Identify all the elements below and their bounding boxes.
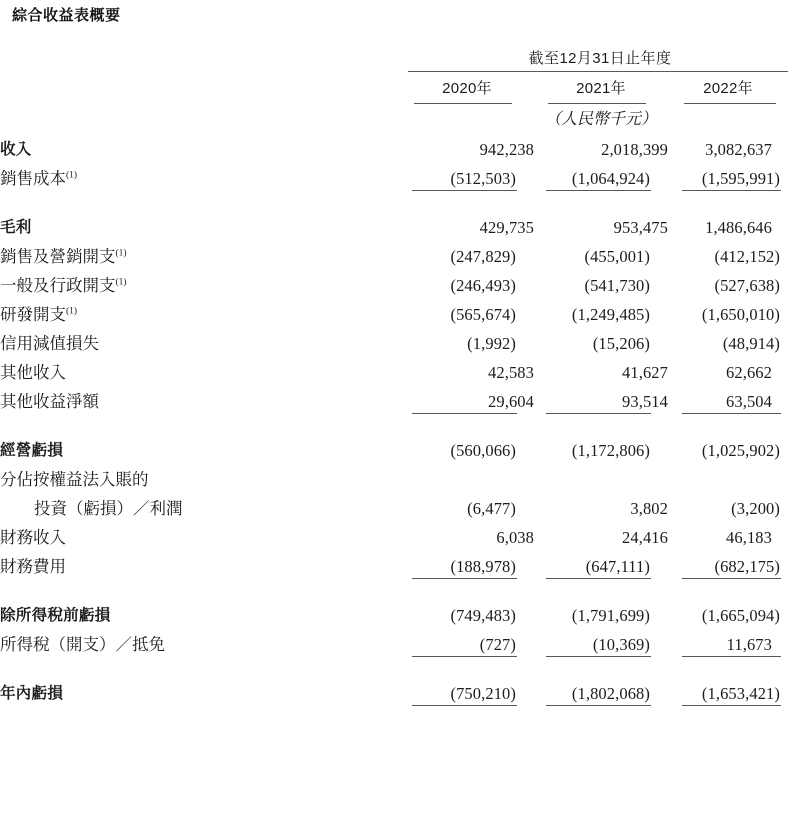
table-header (0, 46, 800, 135)
row-label-share-of-equity-investments-value (0, 494, 400, 523)
cell-selling-marketing-expenses-y2020: (247,829) (450, 247, 516, 266)
cell-research-development-expenses-y2020: (565,674) (450, 305, 516, 324)
cell-other-gains-net-y2022: 63,504 (668, 387, 800, 416)
footnote-marker: (1) (115, 248, 127, 259)
row-label-credit-impairment-losses (0, 329, 400, 358)
cell-finance-costs-y2021: (647,111) (534, 552, 668, 581)
cell-research-development-expenses-y2021: (1,249,485) (571, 305, 650, 324)
cell-operating-loss-y2021: (1,172,806) (571, 441, 650, 460)
footnote-marker: (1) (115, 277, 127, 288)
row-label-general-administrative-expenses (0, 271, 400, 300)
table-row (0, 213, 800, 242)
cell-loss-before-income-tax-y2020: (749,483) (450, 606, 516, 625)
cell-general-administrative-expenses-y2021: (541,730) (584, 276, 650, 295)
period-header: 截至12月31日止年度 (400, 46, 800, 72)
row-spacer (0, 193, 800, 213)
cell-finance-costs-y2020: (188,978) (400, 552, 534, 581)
row-label-finance-income (0, 523, 400, 552)
header-row-years (0, 72, 800, 105)
table-row (0, 679, 800, 708)
cell-loss-for-the-year-y2022: (1,653,421) (668, 679, 800, 708)
row-label-text: 財務收入 (0, 528, 66, 547)
cell-share-of-equity-investments-value-y2020: (6,477) (467, 499, 516, 518)
row-label-other-income (0, 358, 400, 387)
table-row (0, 358, 800, 387)
cell-other-gains-net-y2020: 29,604 (400, 387, 534, 416)
row-label-operating-loss (0, 436, 400, 465)
row-label-cost-of-sales (0, 164, 400, 193)
row-label-share-of-equity-investments-heading (0, 465, 400, 494)
cell-revenue-y2021: 2,018,399 (601, 140, 668, 159)
cell-income-tax-expense-credit-y2020: (727) (400, 630, 534, 659)
row-label-text: 信用減值損失 (0, 334, 99, 353)
row-label-text: 財務費用 (0, 557, 66, 576)
cell-revenue-y2020: 942,238 (479, 140, 534, 159)
table-row (0, 601, 800, 630)
header-row-currency-unit (0, 105, 800, 135)
cell-other-gains-net-y2021: 93,514 (534, 387, 668, 416)
currency-unit-spacer (400, 105, 534, 135)
cell-share-of-equity-investments-value-y2022: (3,200) (731, 499, 780, 518)
cell-gross-profit-y2022: 1,486,646 (705, 218, 772, 237)
cell-operating-loss-y2020: (560,066) (450, 441, 516, 460)
cell-share-of-equity-investments-heading-y2022 (668, 465, 800, 494)
row-label-text: 研發開支 (0, 305, 66, 324)
table-row (0, 523, 800, 552)
cell-selling-marketing-expenses-y2021: (455,001) (584, 247, 650, 266)
footnote-marker: (1) (66, 170, 78, 181)
column-header-2020: 2020年 (400, 72, 534, 105)
cell-revenue-y2022: 3,082,637 (705, 140, 772, 159)
cell-other-income-y2020: 42,583 (488, 363, 534, 382)
row-label-text: 分佔按權益法入賬的 (0, 470, 149, 489)
row-spacer (0, 581, 800, 601)
cell-finance-income-y2022: 46,183 (726, 528, 772, 547)
currency-unit-spacer (668, 105, 800, 135)
comprehensive-income-statement-table (0, 46, 800, 708)
cell-general-administrative-expenses-y2020: (246,493) (450, 276, 516, 295)
cell-cost-of-sales-y2020: (512,503) (400, 164, 534, 193)
cell-gross-profit-y2020: 429,735 (479, 218, 534, 237)
row-label-revenue (0, 135, 400, 164)
table-row (0, 329, 800, 358)
cell-gross-profit-y2021: 953,475 (613, 218, 668, 237)
row-label-finance-costs (0, 552, 400, 581)
cell-credit-impairment-losses-y2022: (48,914) (722, 334, 780, 353)
cell-credit-impairment-losses-y2020: (1,992) (467, 334, 516, 353)
row-label-text: 除所得稅前虧損 (0, 607, 111, 624)
table-row (0, 164, 800, 193)
table-row (0, 552, 800, 581)
cell-cost-of-sales-y2021: (1,064,924) (534, 164, 668, 193)
column-header-2021: 2021年 (534, 72, 668, 105)
row-label-income-tax-expense-credit (0, 630, 400, 659)
row-label-loss-for-the-year (0, 679, 400, 708)
cell-general-administrative-expenses-y2022: (527,638) (714, 276, 780, 295)
cell-income-tax-expense-credit-y2021: (10,369) (534, 630, 668, 659)
row-spacer (0, 659, 800, 679)
cell-cost-of-sales-y2022: (1,595,991) (668, 164, 800, 193)
cell-finance-income-y2021: 24,416 (622, 528, 668, 547)
row-spacer-cell (0, 581, 800, 601)
row-label-loss-before-income-tax (0, 601, 400, 630)
table-row (0, 271, 800, 300)
cell-loss-before-income-tax-y2022: (1,665,094) (701, 606, 780, 625)
row-label-text: 其他收益淨額 (0, 392, 99, 411)
row-spacer-cell (0, 416, 800, 436)
cell-share-of-equity-investments-value-y2021: 3,802 (630, 499, 668, 518)
row-spacer-cell (0, 659, 800, 679)
cell-finance-costs-y2022: (682,175) (668, 552, 800, 581)
cell-operating-loss-y2022: (1,025,902) (701, 441, 780, 460)
header-spacer-cell (0, 105, 400, 135)
table-row (0, 465, 800, 494)
header-row-period (0, 46, 800, 72)
table-row (0, 242, 800, 271)
row-label-text: 毛利 (0, 219, 32, 236)
row-label-text: 其他收入 (0, 363, 66, 382)
row-label-other-gains-net (0, 387, 400, 416)
cell-other-income-y2021: 41,627 (622, 363, 668, 382)
table-row (0, 300, 800, 329)
cell-selling-marketing-expenses-y2022: (412,152) (714, 247, 780, 266)
cell-credit-impairment-losses-y2021: (15,206) (592, 334, 650, 353)
header-spacer-cell (0, 46, 400, 72)
row-label-text: 年內虧損 (0, 685, 64, 702)
table-row (0, 387, 800, 416)
cell-income-tax-expense-credit-y2022: 11,673 (668, 630, 800, 659)
column-header-2022: 2022年 (668, 72, 800, 105)
cell-share-of-equity-investments-heading-y2021 (534, 465, 668, 494)
header-spacer-cell (0, 72, 400, 105)
footnote-marker: (1) (66, 306, 78, 317)
cell-other-income-y2022: 62,662 (726, 363, 772, 382)
page-title: 綜合收益表概要 (12, 7, 121, 24)
table-row (0, 135, 800, 164)
row-label-text: 所得稅（開支）／抵免 (0, 635, 165, 654)
row-label-text: 銷售及營銷開支 (0, 247, 116, 266)
table-row (0, 436, 800, 465)
table-row (0, 494, 800, 523)
cell-research-development-expenses-y2022: (1,650,010) (701, 305, 780, 324)
row-label-text: 銷售成本 (0, 169, 66, 188)
row-label-research-development-expenses (0, 300, 400, 329)
cell-finance-income-y2020: 6,038 (496, 528, 534, 547)
cell-loss-for-the-year-y2020: (750,210) (400, 679, 534, 708)
row-label-selling-marketing-expenses (0, 242, 400, 271)
row-label-text: 經營虧損 (0, 442, 64, 459)
cell-share-of-equity-investments-heading-y2020 (400, 465, 534, 494)
table-row (0, 630, 800, 659)
row-spacer (0, 416, 800, 436)
row-label-text: 收入 (0, 141, 32, 158)
row-spacer-cell (0, 193, 800, 213)
row-label-gross-profit (0, 213, 400, 242)
row-label-text: 投資（虧損）／利潤 (34, 499, 183, 518)
currency-unit-note: （人民幣千元） (544, 111, 657, 128)
cell-loss-before-income-tax-y2021: (1,791,699) (571, 606, 650, 625)
cell-loss-for-the-year-y2021: (1,802,068) (534, 679, 668, 708)
row-label-text: 一般及行政開支 (0, 276, 116, 295)
table-body (0, 135, 800, 708)
